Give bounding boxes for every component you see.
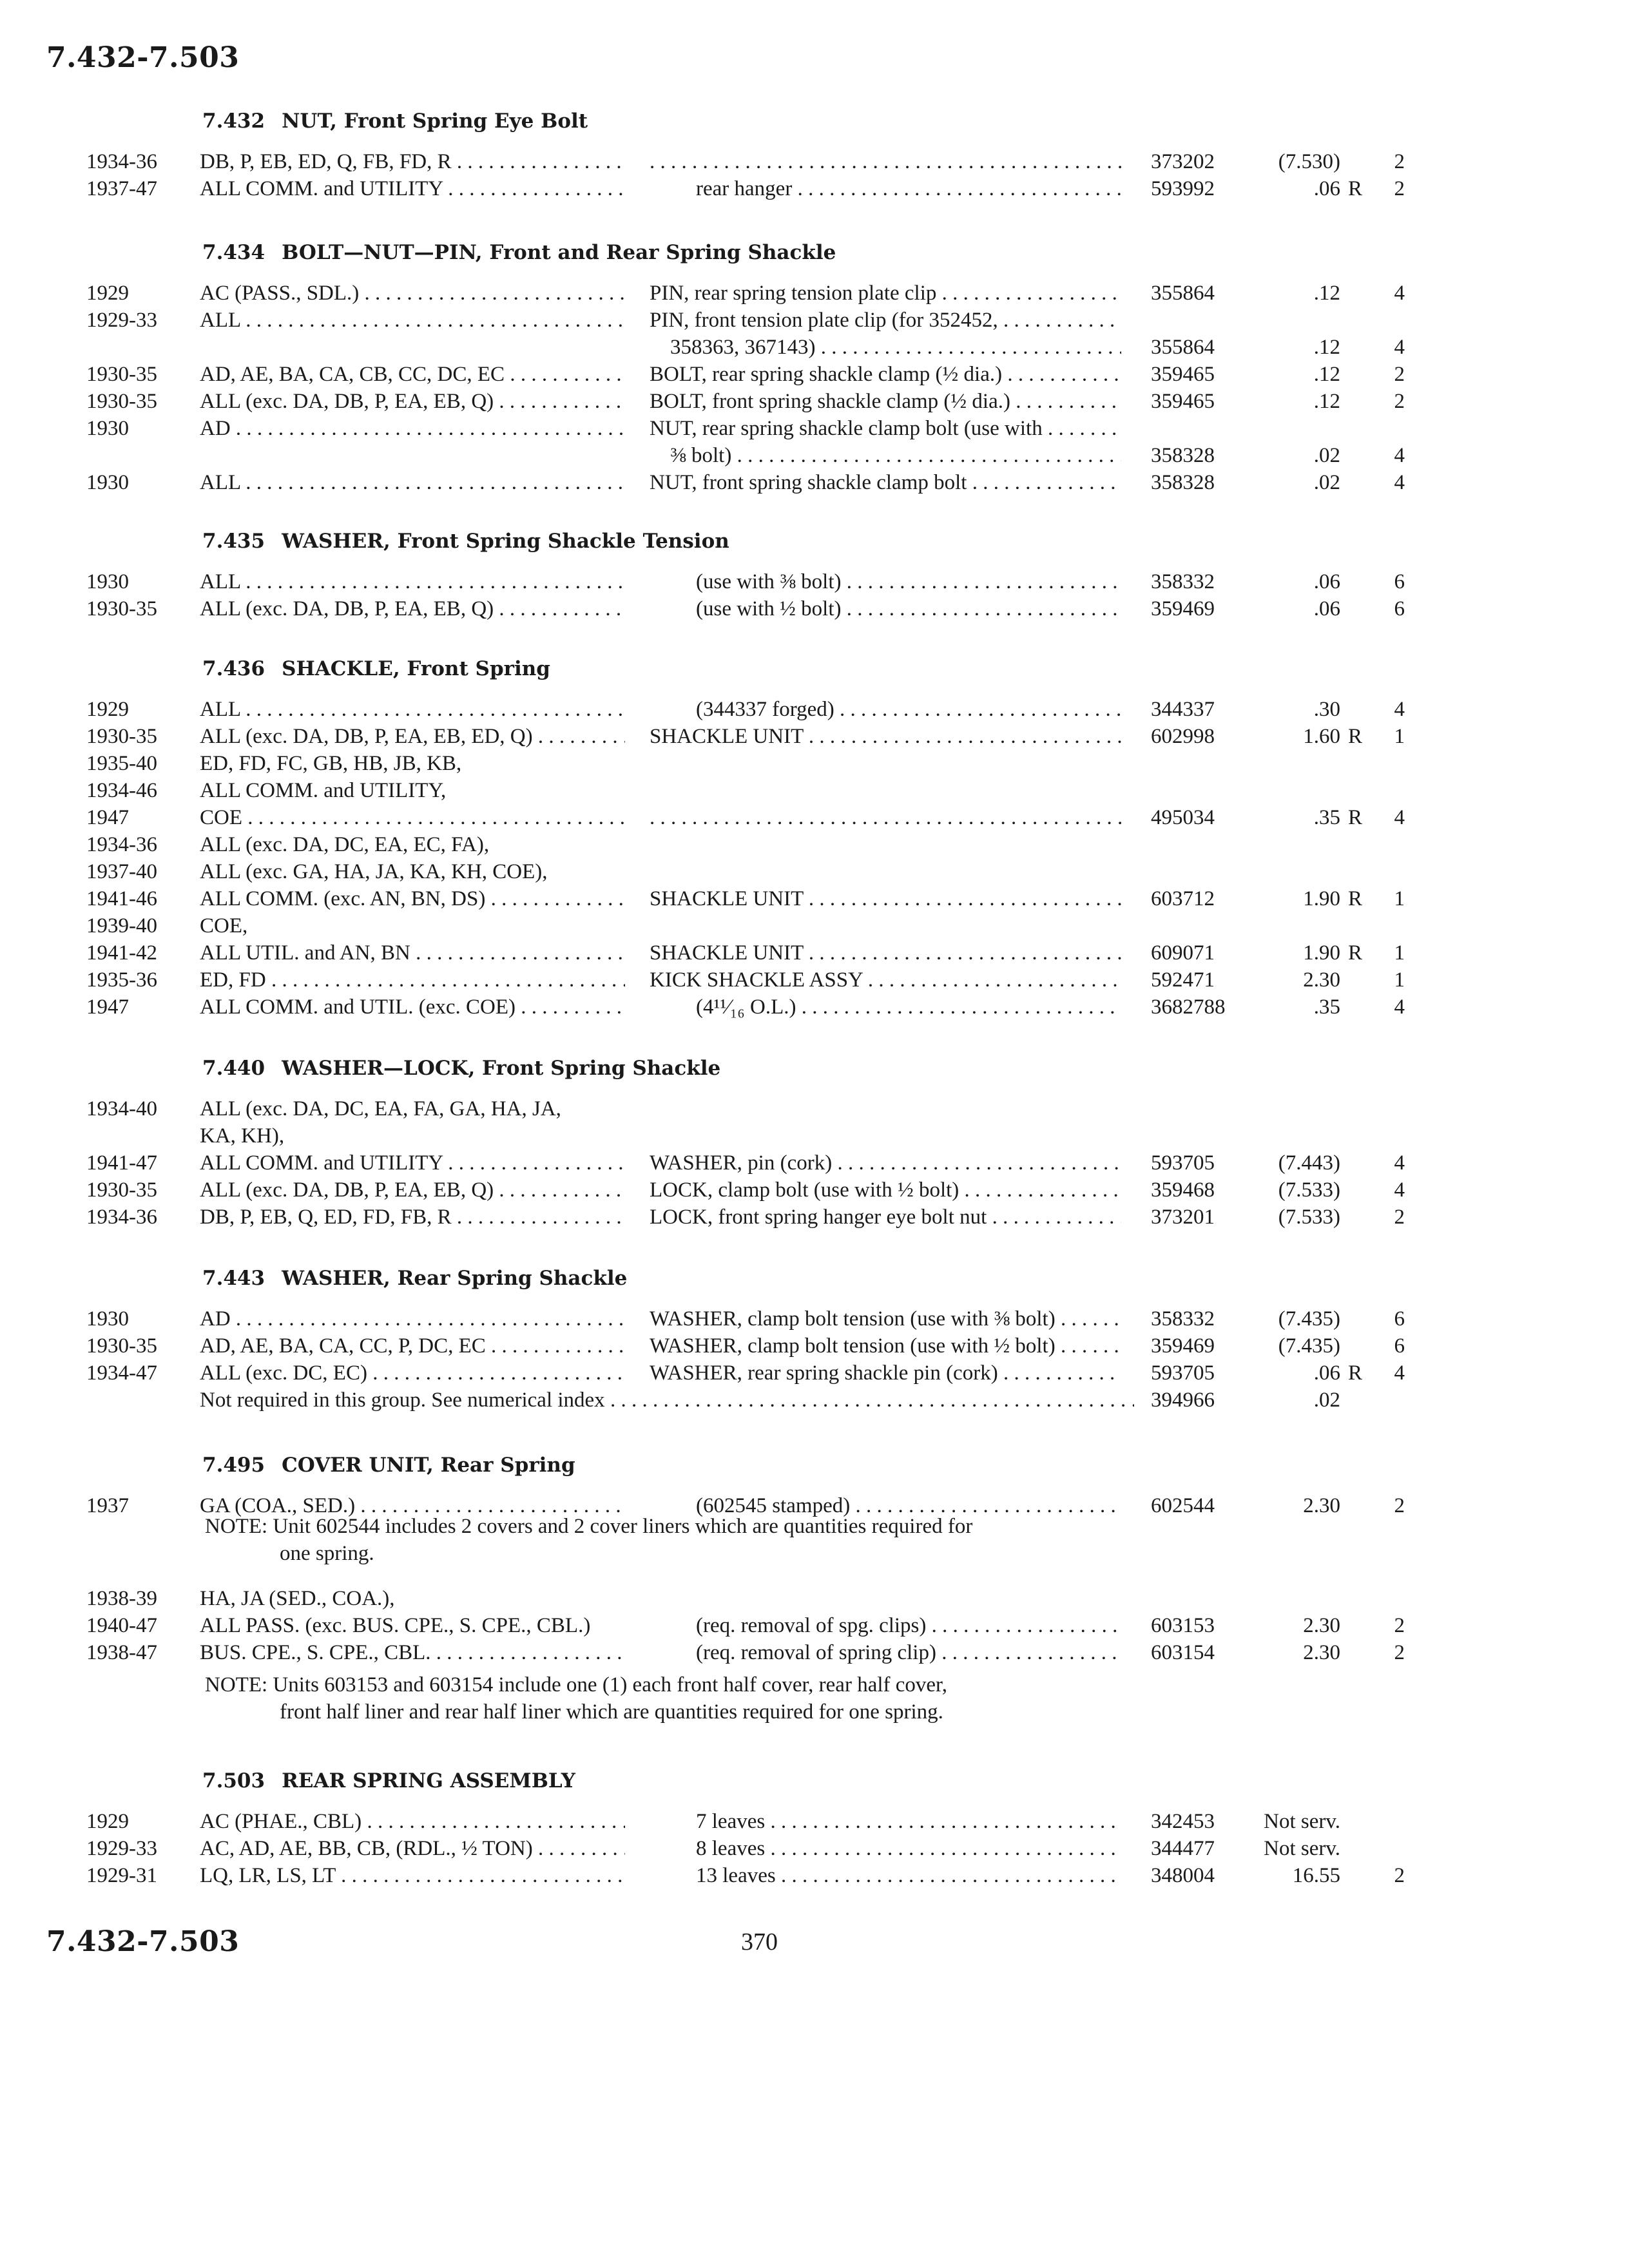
table-row [0,723,1629,750]
note-text [205,1671,1133,1725]
price-cell: .02 [1313,1389,1340,1412]
model-cell: ALL . . . [200,568,625,595]
part-number-cell: 593992 [1151,177,1215,200]
year-cell: 1934-40 [86,1097,157,1120]
section-name: WASHER, Rear Spring Shackle [282,1267,628,1290]
year-cell: 1930 [86,471,129,494]
model-cell: ALL (exc. DA, DB, P, EA, EB, Q) . . . [200,595,625,622]
year-cell: 1930-35 [86,1178,157,1202]
description-cell: PIN, front tension plate clip (for 352452, . . . [650,307,1121,334]
price-cell: (7.443) [1278,1151,1340,1175]
year-cell: 1929 [86,698,129,721]
quantity-cell: 6 [1394,570,1405,593]
part-number-cell: 359465 [1151,363,1215,386]
table-row [0,442,1629,469]
price-cell: .12 [1313,282,1340,305]
description-cell: (use with ½ bolt) . . . [696,595,1121,622]
year-cell: 1929-33 [86,1837,157,1860]
r-flag-cell: R [1348,887,1363,910]
page-footer: 7.432-7.503 [46,1925,240,1958]
quantity-cell: 4 [1394,698,1405,721]
table-row [0,175,1629,202]
section-number: 7.440 [202,1057,265,1080]
model-cell: ALL COMM. and UTIL. (exc. COE) . . . [200,994,625,1021]
part-number-cell: 358328 [1151,444,1215,467]
section-title [202,1769,575,1792]
year-cell: 1941-46 [86,887,157,910]
table-row [0,469,1629,496]
price-cell: .06 [1313,177,1340,200]
description-cell [650,148,1121,175]
table-row [0,361,1629,388]
section-number: 7.434 [202,241,265,264]
year-cell: 1929-33 [86,309,157,332]
year-cell: 1935-40 [86,752,157,775]
model-cell: GA (COA., SED.) . . . [200,1492,625,1519]
table-row [0,994,1629,1021]
price-cell: 1.60 [1303,725,1340,748]
price-cell: (7.435) [1278,1334,1340,1358]
section-name: SHACKLE, Front Spring [282,657,550,680]
table-row [0,1305,1629,1332]
part-number-cell: 358332 [1151,570,1215,593]
price-cell: .12 [1313,390,1340,413]
table-row [0,568,1629,595]
table-row [0,1639,1629,1666]
quantity-cell: 2 [1394,1641,1405,1664]
description-cell: WASHER, clamp bolt tension (use with ⅜ bolt) . . . [650,1305,1121,1332]
model-cell: ALL COMM. and UTILITY, [200,779,447,802]
table-row [0,750,1629,777]
description-cell: SHACKLE UNIT . . . [650,939,1121,966]
part-number-cell: 344477 [1151,1837,1215,1860]
table-row [0,334,1629,361]
description-cell: WASHER, rear spring shackle pin (cork) . . . [650,1360,1121,1387]
description-cell: PIN, rear spring tension plate clip . . . [650,280,1121,307]
part-number-cell: 373202 [1151,150,1215,173]
model-cell: ED, FD . . . [200,966,625,994]
quantity-cell: 2 [1394,1864,1405,1887]
table-row [0,885,1629,912]
quantity-cell: 2 [1394,390,1405,413]
r-flag-cell: R [1348,725,1363,748]
part-number-cell: 359469 [1151,597,1215,620]
description-cell: (4¹¹⁄₁₆ O.L.) . . . [696,994,1121,1021]
model-cell: ED, FD, FC, GB, HB, JB, KB, [200,752,462,775]
description-cell: (344337 forged) . . . [696,696,1121,723]
r-flag-cell: R [1348,1361,1363,1385]
part-number-cell: 602544 [1151,1494,1215,1517]
year-cell: 1930 [86,417,129,440]
part-number-cell: 355864 [1151,336,1215,359]
model-cell: ALL . . . [200,469,625,496]
price-cell: .06 [1313,597,1340,620]
year-cell: 1947 [86,806,129,829]
part-number-cell: 344337 [1151,698,1215,721]
quantity-cell: 4 [1394,995,1405,1019]
description-cell: LOCK, clamp bolt (use with ½ bolt) . . . [650,1177,1121,1204]
table-row [0,696,1629,723]
model-cell: ALL (exc. DA, DB, P, EA, EB, ED, Q) . . . [200,723,625,750]
year-cell: 1930-35 [86,597,157,620]
year-cell: 1941-42 [86,941,157,965]
part-number-cell: 592471 [1151,968,1215,992]
quantity-cell: 1 [1394,941,1405,965]
price-cell: (7.533) [1278,1206,1340,1229]
description-cell: BOLT, rear spring shackle clamp (½ dia.) . . . [650,361,1121,388]
year-cell: 1930 [86,1307,129,1331]
description-cell: KICK SHACKLE ASSY . . . [650,966,1121,994]
price-cell: .12 [1313,336,1340,359]
description-cell: (req. removal of spg. clips) . . . [696,1612,1121,1639]
model-cell: KA, KH), [200,1124,285,1148]
table-row [0,415,1629,442]
table-row [0,1204,1629,1231]
section-number: 7.435 [202,530,265,553]
model-cell: AC (PASS., SDL.) . . . [200,280,625,307]
table-row [0,1862,1629,1889]
model-cell: AD, AE, BA, CA, CC, P, DC, EC . . . [200,1332,625,1360]
section-title [202,657,550,680]
description-cell: 8 leaves . . . [696,1835,1121,1862]
table-row [0,1387,1629,1414]
page-header: 7.432-7.503 [46,41,240,74]
quantity-cell: 2 [1394,1206,1405,1229]
model-cell: ALL (exc. GA, HA, JA, KA, KH, COE), [200,860,548,883]
r-flag-cell: R [1348,806,1363,829]
model-cell: ALL PASS. (exc. BUS. CPE., S. CPE., CBL.) [200,1614,591,1637]
table-row [0,804,1629,831]
price-cell: 16.55 [1292,1864,1340,1887]
year-cell: 1937-47 [86,177,157,200]
model-cell: COE . . . [200,804,625,831]
year-cell: 1938-47 [86,1641,157,1664]
quantity-cell: 6 [1394,1307,1405,1331]
model-cell: COE, [200,914,248,937]
quantity-cell: 6 [1394,1334,1405,1358]
section-name: WASHER—LOCK, Front Spring Shackle [282,1057,721,1080]
year-cell: 1929 [86,282,129,305]
section-name: BOLT—NUT—PIN, Front and Rear Spring Shackle [282,241,836,264]
table-row [0,1177,1629,1204]
model-cell: AD, AE, BA, CA, CB, CC, DC, EC . . . [200,361,625,388]
description-cell: (use with ⅜ bolt) . . . [696,568,1121,595]
model-cell: ALL (exc. DA, DC, EA, FA, GA, HA, JA, [200,1097,561,1120]
model-cell: Not required in this group. See numerical index . . . [200,1387,1134,1414]
year-cell: 1929 [86,1810,129,1833]
description-cell [650,804,1121,831]
table-row [0,1585,1629,1612]
model-cell: ALL . . . [200,696,625,723]
section-title [202,1454,575,1477]
price-cell: 1.90 [1303,941,1340,965]
description-cell: WASHER, pin (cork) . . . [650,1149,1121,1177]
description-cell: 7 leaves . . . [696,1808,1121,1835]
table-row [0,388,1629,415]
table-row [0,1122,1629,1149]
part-number-cell: 603153 [1151,1614,1215,1637]
part-number-cell: 593705 [1151,1151,1215,1175]
table-row [0,966,1629,994]
section-title [202,1057,720,1080]
part-number-cell: 3682788 [1151,995,1226,1019]
section-number: 7.436 [202,657,265,680]
quantity-cell: 1 [1394,968,1405,992]
quantity-cell: 2 [1394,1494,1405,1517]
table-row [0,1095,1629,1122]
year-cell: 1938-39 [86,1587,157,1610]
model-cell: AC, AD, AE, BB, CB, (RDL., ½ TON) . . . [200,1835,625,1862]
price-cell: 2.30 [1303,1614,1340,1637]
price-cell: .02 [1313,444,1340,467]
model-cell: DB, P, EB, ED, Q, FB, FD, R . . . [200,148,625,175]
section-title [202,530,729,553]
model-cell: ALL (exc. DC, EC) . . . [200,1360,625,1387]
part-number-cell: 359468 [1151,1178,1215,1202]
section-title [202,241,836,264]
description-cell: SHACKLE UNIT . . . [650,885,1121,912]
table-row [0,831,1629,858]
year-cell: 1935-36 [86,968,157,992]
year-cell: 1947 [86,995,129,1019]
model-cell: ALL UTIL. and AN, BN . . . [200,939,625,966]
price-cell: .06 [1313,570,1340,593]
note-line: NOTE: Units 603153 and 603154 include one (1) each front half cover, rear half cover, [205,1673,947,1696]
part-number-cell: 593705 [1151,1361,1215,1385]
model-cell: ALL (exc. DA, DB, P, EA, EB, Q) . . . [200,388,625,415]
part-number-cell: 359465 [1151,390,1215,413]
section-number: 7.503 [202,1769,265,1792]
part-number-cell: 394966 [1151,1389,1215,1412]
model-cell: ALL (exc. DA, DC, EA, EC, FA), [200,833,490,856]
year-cell: 1939-40 [86,914,157,937]
quantity-cell: 4 [1394,282,1405,305]
part-number-cell: 348004 [1151,1864,1215,1887]
part-number-cell: 602998 [1151,725,1215,748]
model-cell: ALL . . . [200,307,625,334]
table-row [0,777,1629,804]
year-cell: 1937-40 [86,860,157,883]
note-line: front half liner and rear half liner which are quantities required for one spring. [280,1700,943,1724]
model-cell: LQ, LR, LS, LT . . . [200,1862,625,1889]
model-cell: ALL COMM. (exc. AN, BN, DS) . . . [200,885,625,912]
section-number: 7.432 [202,110,265,133]
model-cell: AC (PHAE., CBL) . . . [200,1808,625,1835]
quantity-cell: 4 [1394,1178,1405,1202]
year-cell: 1929-31 [86,1864,157,1887]
price-cell: .30 [1313,698,1340,721]
section-number: 7.443 [202,1267,265,1290]
section-name: COVER UNIT, Rear Spring [282,1454,575,1477]
section-name: REAR SPRING ASSEMBLY [282,1769,575,1792]
model-cell: AD . . . [200,415,625,442]
page-number: 370 [741,1928,778,1956]
year-cell: 1930-35 [86,363,157,386]
part-number-cell: 342453 [1151,1810,1215,1833]
table-row [0,1149,1629,1177]
description-cell: BOLT, front spring shackle clamp (½ dia.) . . . [650,388,1121,415]
section-title [202,1267,627,1290]
quantity-cell: 4 [1394,444,1405,467]
year-cell: 1937 [86,1494,129,1517]
section-name: WASHER, Front Spring Shackle Tension [282,530,729,553]
r-flag-cell: R [1348,941,1363,965]
part-number-cell: 358328 [1151,471,1215,494]
price-cell: .02 [1313,471,1340,494]
price-cell: .35 [1313,995,1340,1019]
description-cell: 358363, 367143) . . . [670,334,1121,361]
table-row [0,1360,1629,1387]
price-cell: 1.90 [1303,887,1340,910]
table-row [0,1808,1629,1835]
table-row [0,280,1629,307]
quantity-cell: 6 [1394,597,1405,620]
description-cell: (req. removal of spring clip) . . . [696,1639,1121,1666]
quantity-cell: 2 [1394,177,1405,200]
year-cell: 1930-35 [86,725,157,748]
price-cell: Not serv. [1264,1837,1340,1860]
description-cell: NUT, rear spring shackle clamp bolt (use with . . . [650,415,1121,442]
year-cell: 1930 [86,570,129,593]
table-row [0,148,1629,175]
model-cell: BUS. CPE., S. CPE., CBL. . . . [200,1639,625,1666]
price-cell: (7.435) [1278,1307,1340,1331]
year-cell: 1930-35 [86,390,157,413]
quantity-cell: 4 [1394,471,1405,494]
table-row [0,595,1629,622]
description-cell: ⅜ bolt) . . . [670,442,1121,469]
note-text [205,1513,1133,1567]
r-flag-cell: R [1348,177,1363,200]
quantity-cell: 2 [1394,363,1405,386]
table-row [0,939,1629,966]
model-cell: ALL (exc. DA, DB, P, EA, EB, Q) . . . [200,1177,625,1204]
quantity-cell: 2 [1394,150,1405,173]
part-number-cell: 355864 [1151,282,1215,305]
section-name: NUT, Front Spring Eye Bolt [282,110,588,133]
part-number-cell: 373201 [1151,1206,1215,1229]
section-number: 7.495 [202,1454,265,1477]
part-number-cell: 603712 [1151,887,1215,910]
quantity-cell: 1 [1394,725,1405,748]
part-number-cell: 609071 [1151,941,1215,965]
table-row [0,858,1629,885]
description-cell: LOCK, front spring hanger eye bolt nut . . . [650,1204,1121,1231]
quantity-cell: 4 [1394,806,1405,829]
year-cell: 1930-35 [86,1334,157,1358]
part-number-cell: 603154 [1151,1641,1215,1664]
quantity-cell: 4 [1394,1151,1405,1175]
model-cell: HA, JA (SED., COA.), [200,1587,395,1610]
table-row [0,1835,1629,1862]
year-cell: 1934-36 [86,150,157,173]
year-cell: 1934-47 [86,1361,157,1385]
year-cell: 1940-47 [86,1614,157,1637]
model-cell: DB, P, EB, Q, ED, FD, FB, R . . . [200,1204,625,1231]
description-cell: SHACKLE UNIT . . . [650,723,1121,750]
year-cell: 1934-36 [86,1206,157,1229]
part-number-cell: 495034 [1151,806,1215,829]
description-cell: (602545 stamped) . . . [696,1492,1121,1519]
price-cell: .35 [1313,806,1340,829]
description-cell: rear hanger . . . [696,175,1121,202]
note-line: NOTE: Unit 602544 includes 2 covers and 2 cover liners which are quantities required for [205,1515,973,1538]
quantity-cell: 4 [1394,336,1405,359]
price-cell: 2.30 [1303,968,1340,992]
price-cell: (7.533) [1278,1178,1340,1202]
part-number-cell: 359469 [1151,1334,1215,1358]
table-row [0,1332,1629,1360]
price-cell: (7.530) [1278,150,1340,173]
quantity-cell: 1 [1394,887,1405,910]
table-row [0,1612,1629,1639]
price-cell: 2.30 [1303,1641,1340,1664]
table-row [0,912,1629,939]
description-cell: NUT, front spring shackle clamp bolt . . . [650,469,1121,496]
price-cell: 2.30 [1303,1494,1340,1517]
price-cell: Not serv. [1264,1810,1340,1833]
note-line: one spring. [280,1542,374,1565]
year-cell: 1934-36 [86,833,157,856]
description-cell: WASHER, clamp bolt tension (use with ½ bolt) . . . [650,1332,1121,1360]
quantity-cell: 2 [1394,1614,1405,1637]
year-cell: 1934-46 [86,779,157,802]
quantity-cell: 4 [1394,1361,1405,1385]
model-cell: ALL COMM. and UTILITY . . . [200,1149,625,1177]
year-cell: 1941-47 [86,1151,157,1175]
model-cell: AD . . . [200,1305,625,1332]
description-cell: 13 leaves . . . [696,1862,1121,1889]
section-title [202,110,588,133]
price-cell: .12 [1313,363,1340,386]
price-cell: .06 [1313,1361,1340,1385]
table-row [0,307,1629,334]
model-cell: ALL COMM. and UTILITY . . . [200,175,625,202]
part-number-cell: 358332 [1151,1307,1215,1331]
